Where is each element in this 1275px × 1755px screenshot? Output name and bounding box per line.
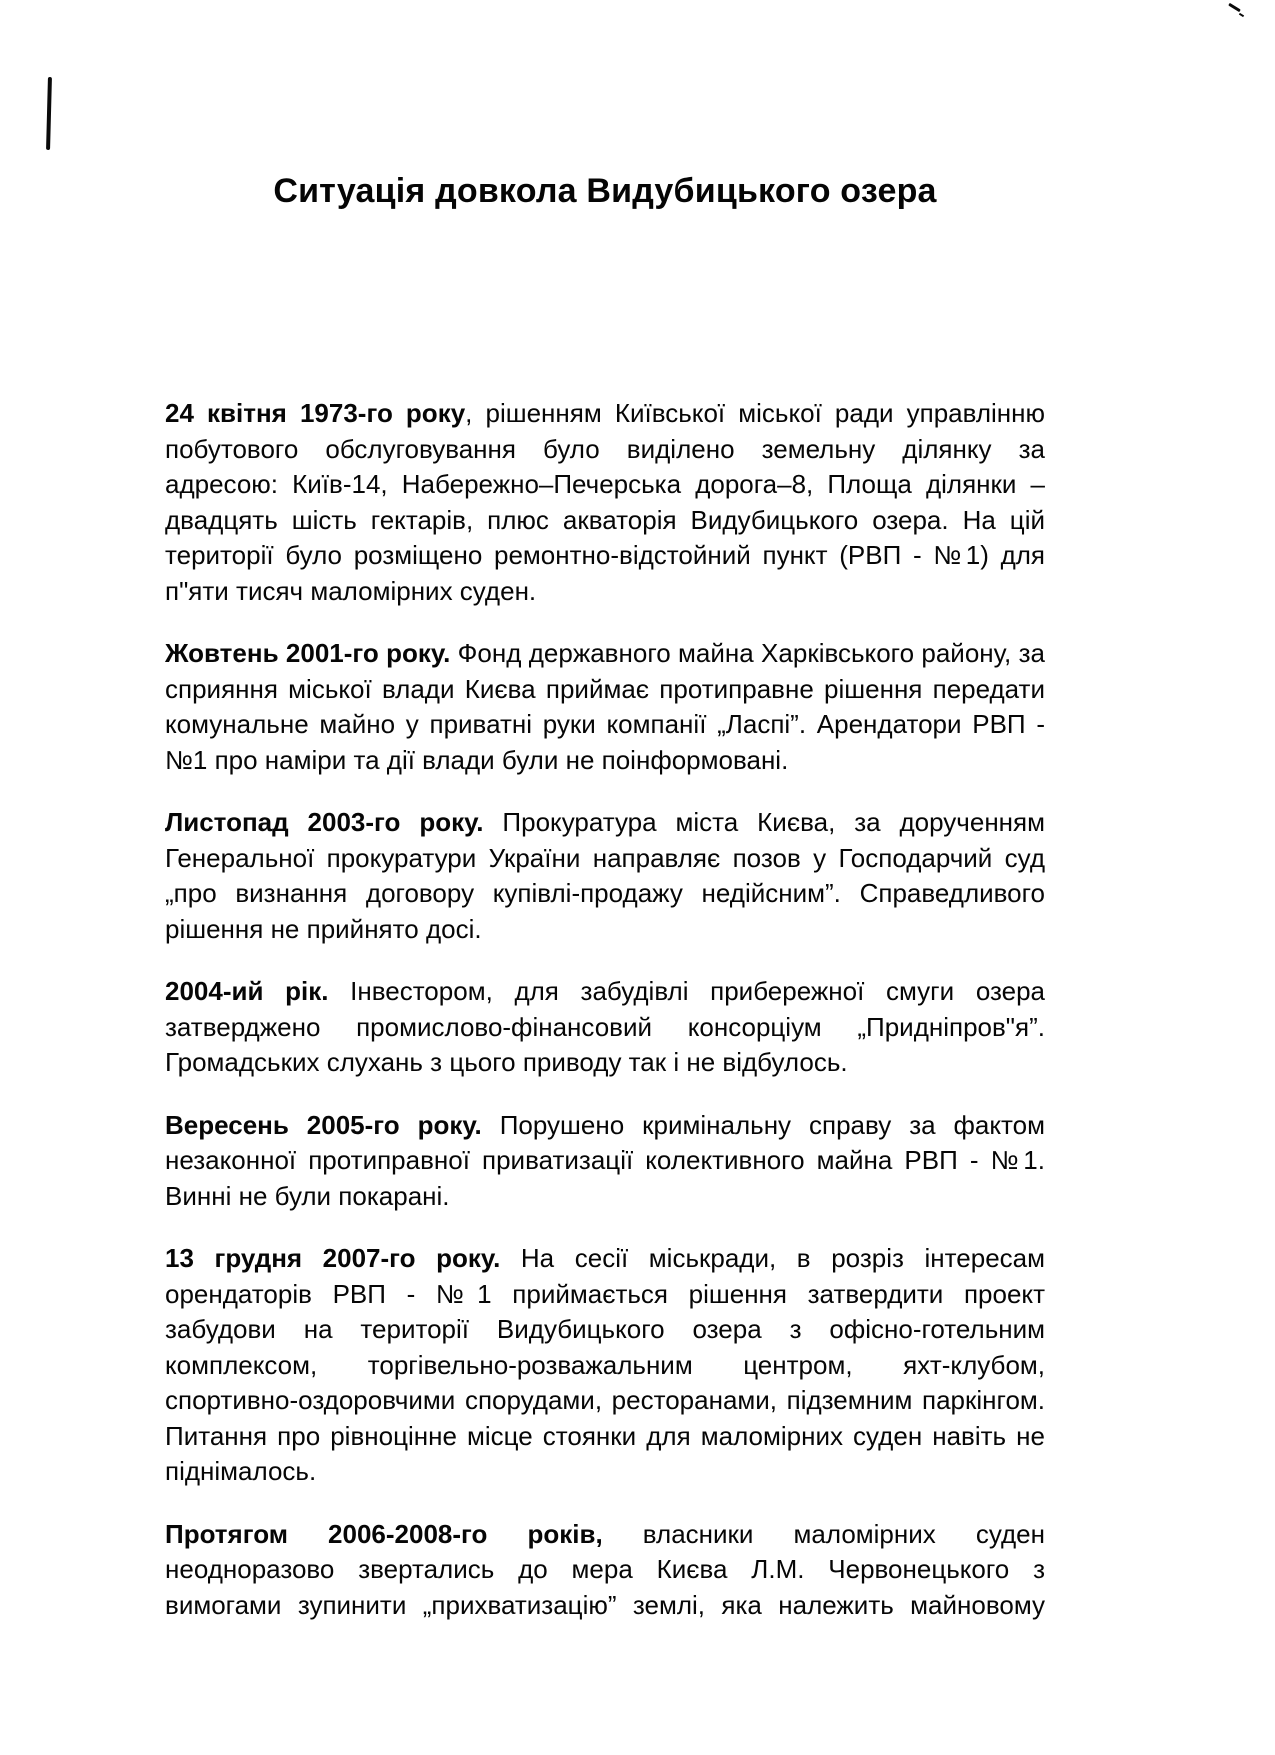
paragraph-date-lead: 13 грудня 2007-го року. bbox=[165, 1243, 501, 1273]
paragraph-2006-2008 bbox=[165, 1517, 1045, 1624]
paragraph-text: На сесії міськради, в розріз інтересам орендаторів РВП - №1 приймається рішення затвердити проект забудови на території Видубицького озера з офісно-готельним комплексом, торгівельно-розважальним центром, яхт-клубом, спортивно-оздоровчими спорудами, ресторанами, підземним паркінгом. Питання про рівноцінне місце стоянки для маломірних суден навіть не піднімалось. bbox=[165, 1243, 1045, 1486]
scan-artifact-stroke bbox=[1239, 13, 1244, 17]
paragraph-date-lead: Жовтень 2001-го року. bbox=[165, 638, 451, 668]
paragraph-1973 bbox=[165, 396, 1045, 609]
scan-artifact-stroke bbox=[1228, 3, 1241, 12]
paragraph-2004 bbox=[165, 974, 1045, 1081]
paragraph-text: Інвестором, для забудівлі прибережної смуги озера затверджено промислово-фінансовий консорціум „Придніпров"я”. Громадських слухань з цього приводу так і не відбулось. bbox=[165, 976, 1045, 1077]
scan-artifact-icon bbox=[1228, 3, 1248, 19]
paragraph-2005 bbox=[165, 1108, 1045, 1215]
paragraph-2001 bbox=[165, 636, 1045, 778]
paragraph-date-lead: 2004-ий рік. bbox=[165, 976, 329, 1006]
paragraph-text: , рішенням Київської міської ради управлінню побутового обслуговування було виділено земельну ділянку за адресою: Київ-14, Набережно–Печерська дорога–8, Площа ділянки – двадцять шість гектарів, плюс акваторія Видубицького озера. На цій території було розміщено ремонтно-відстойний пункт (РВП - №1) для п"яти тисяч маломірних суден. bbox=[165, 398, 1045, 606]
paragraph-2007 bbox=[165, 1241, 1045, 1490]
paragraph-date-lead: Протягом 2006-2008-го років, bbox=[165, 1518, 603, 1549]
paragraph-text: Прокуратура міста Києва, за дорученням Генеральної прокуратури України направляє позов у Господарчий суд „про визнання договору купівлі-продажу недійсним”. Справедливого рішення не прийнято досі. bbox=[165, 807, 1045, 944]
paragraph-date-lead: 24 квітня 1973-го року bbox=[165, 398, 466, 428]
paragraph-date-lead: Вересень 2005-го року. bbox=[165, 1109, 482, 1140]
paragraph-text: Фонд державного майна Харківського району, за сприяння міської влади Києва приймає протиправне рішення передати комунальне майно у приватні руки компанії „Ласпі”. Арендатори РВП - №1 про наміри та дії влади були не поінформовані. bbox=[165, 638, 1045, 775]
paragraph-text: власники маломірних суден неодноразово звертались до мера Києва Л.М. Червонецького з вимогами зупинити „прихватизацію” землі, яка належить майновому bbox=[165, 1518, 1045, 1620]
paragraph-text: Порушено кримінальну справу за фактом незаконної протиправної приватизації колективного майна РВП - №1. Винні не були покарані. bbox=[165, 1109, 1045, 1211]
document-title: Ситуація довкола Видубицького озера bbox=[273, 172, 937, 210]
paragraph-2003 bbox=[165, 805, 1045, 947]
pen-stroke-mark bbox=[46, 77, 52, 150]
paragraph-date-lead: Листопад 2003-го року. bbox=[165, 807, 484, 837]
document-body bbox=[165, 396, 1045, 1650]
